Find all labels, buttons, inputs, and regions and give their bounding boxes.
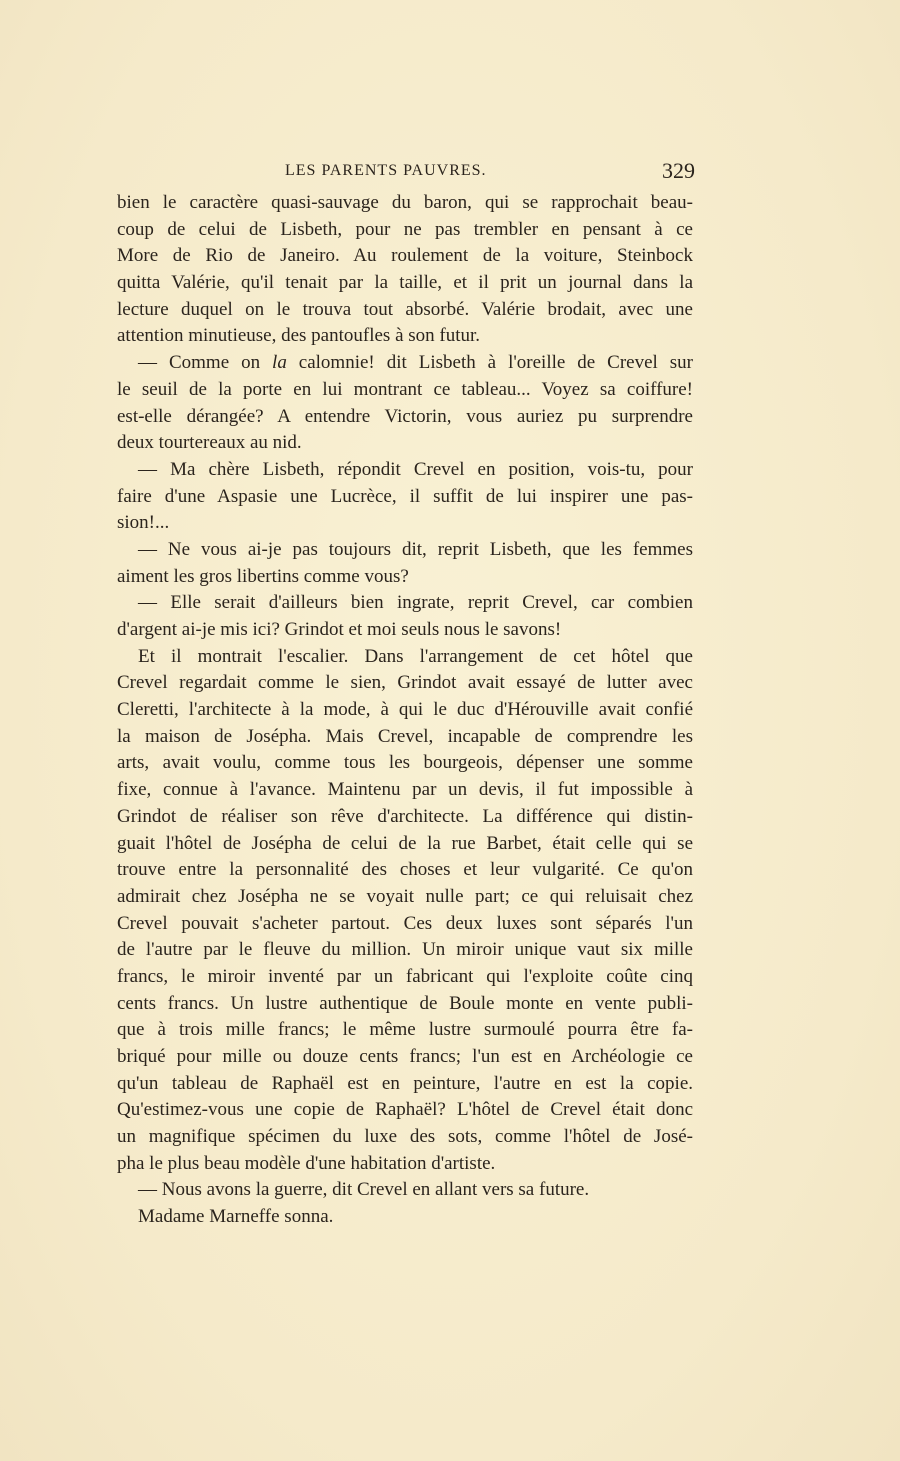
text-line: d'argent ai-je mis ici? Grindot et moi seuls nous le savons! (117, 619, 562, 640)
text-line: le seuil de la porte en lui montrant ce tableau... Voyez sa coiffure! (117, 378, 693, 400)
text-line: Et il montrait l'escalier. Dans l'arrangement de cet hôtel que (138, 645, 693, 667)
text-line: pha le plus beau modèle d'une habitation d'artiste. (117, 1152, 496, 1174)
text-line: qu'un tableau de Raphaël est en peinture, l'autre en est la copie. (117, 1072, 693, 1094)
text-line: Cleretti, l'architecte à la mode, à qui le duc d'Hérouville avait confié (117, 699, 693, 721)
text-line: quitta Valérie, qu'il tenait par la taille, et il prit un journal dans la (117, 272, 693, 294)
text-line: un magnifique spécimen du luxe des sots, comme l'hôtel de José- (117, 1126, 693, 1148)
text-line: fixe, connue à l'avance. Maintenu par un devis, il fut impossible à (117, 779, 693, 801)
text-line (117, 350, 693, 377)
text-line: deux tourtereaux au nid. (117, 432, 302, 454)
text-line: cents francs. Un lustre authentique de Boule monte en vente publi- (117, 992, 693, 1014)
text-line: More de Rio de Janeiro. Au roulement de la voiture, Steinbock (117, 245, 693, 267)
page-header (117, 158, 695, 184)
text-line: — Ma chère Lisbeth, répondit Crevel en position, vois-tu, pour (138, 458, 693, 480)
text-line: arts, avait voulu, comme tous les bourgeois, dépenser une somme (117, 752, 693, 774)
text-line: francs, le miroir inventé par un fabricant qui l'exploite coûte cinq (117, 965, 693, 987)
text-line: — Elle serait d'ailleurs bien ingrate, reprit Crevel, car combien (138, 592, 693, 614)
text-line: — Ne vous ai-je pas toujours dit, reprit Lisbeth, que les femmes (138, 538, 693, 560)
text-segment: — Comme on (138, 352, 273, 374)
text-line: Qu'estimez-vous une copie de Raphaël? L'hôtel de Crevel était donc (117, 1099, 693, 1121)
text-line: trouve entre la personnalité des choses et leur vulgarité. Ce qu'on (117, 859, 693, 881)
text-line: sion!... (117, 512, 170, 534)
text-line: attention minutieuse, des pantoufles à son futur. (117, 325, 481, 347)
text-line: Grindot de réaliser son rêve d'architecte. La différence qui distin- (117, 805, 693, 827)
text-line: coup de celui de Lisbeth, pour ne pas trembler en pensant à ce (117, 218, 693, 240)
text-line: de l'autre par le fleuve du million. Un miroir unique vaut six mille (117, 939, 693, 961)
text-line: briqué pour mille ou douze cents francs; l'un est en Archéologie ce (117, 1046, 693, 1067)
text-line: admirait chez Josépha ne se voyait nulle part; ce qui reluisait chez (117, 885, 693, 907)
text-line: bien le caractère quasi-sauvage du baron, qui se rapprochait beau- (117, 192, 693, 213)
running-title: LES PARENTS PAUVRES. (285, 162, 487, 179)
text-line: est-elle dérangée? A entendre Victorin, vous auriez pu surprendre (117, 405, 693, 427)
text-line: aiment les gros libertins comme vous? (117, 565, 409, 587)
text-line: Madame Marneffe sonna. (138, 1206, 334, 1228)
text-line: guait l'hôtel de Josépha de celui de la rue Barbet, était celle qui se (117, 832, 693, 854)
text-line: — Nous avons la guerre, dit Crevel en allant vers sa future. (138, 1179, 590, 1201)
italic-word: la (272, 352, 287, 374)
text-line: Crevel pouvait s'acheter partout. Ces deux luxes sont séparés l'un (117, 912, 693, 934)
text-line: que à trois mille francs; le même lustre surmoulé pourra être fa- (117, 1019, 693, 1041)
text-line: Crevel regardait comme le sien, Grindot avait essayé de lutter avec (117, 672, 693, 694)
text-line: lecture duquel on le trouva tout absorbé. Valérie brodait, avec une (117, 298, 693, 320)
text-line: faire d'une Aspasie une Lucrèce, il suffit de lui inspirer une pas- (117, 485, 693, 507)
page-body-text (117, 190, 693, 1231)
page-number: 329 (662, 158, 695, 183)
text-segment: calomnie! dit Lisbeth à l'oreille de Crevel sur (286, 352, 693, 374)
text-line: la maison de Josépha. Mais Crevel, incapable de comprendre les (117, 725, 693, 747)
